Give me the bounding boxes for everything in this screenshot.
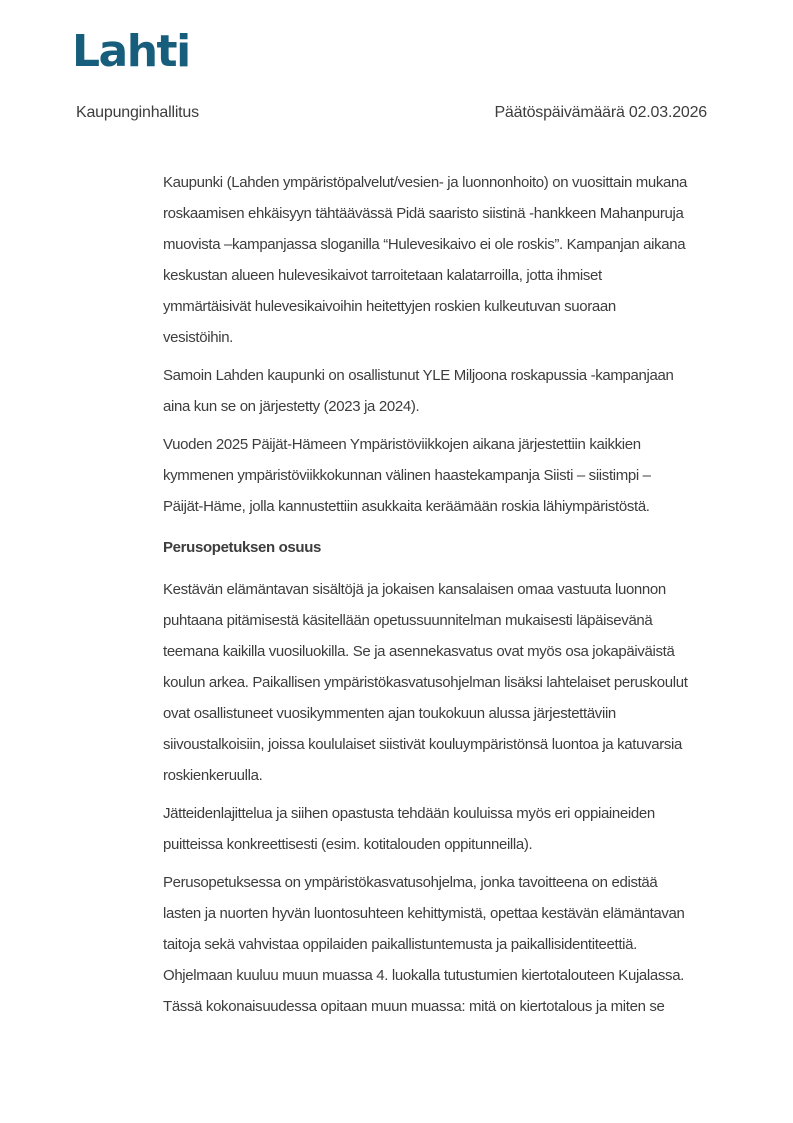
text-line: ovat osallistuneet vuosikymmenten ajan toukokuun alussa järjestettäviin (163, 705, 616, 722)
paragraph (163, 429, 748, 522)
text-line: roskienkeruulla. (163, 767, 263, 784)
text-line: ymmärtäisivät hulevesikaivoihin heitettyjen roskien kulkeutuvan suoraan (163, 298, 616, 315)
paragraph (163, 867, 748, 1022)
paragraph (163, 798, 748, 860)
text-line: Kaupunki (Lahden ympäristöpalvelut/vesien- ja luonnonhoito) on vuosittain mukana (163, 174, 688, 191)
text-line: Jätteidenlajittelua ja siihen opastusta tehdään kouluissa myös eri oppiaineiden (163, 805, 655, 822)
text-line: Perusopetuksen osuus (163, 539, 322, 556)
text-line: roskaamisen ehkäisyyn tähtäävässä Pidä saaristo siistinä -hankkeen Mahanpuruja (163, 205, 684, 222)
page-header (76, 104, 707, 122)
text-line: keskustan alueen hulevesikaivot tarroitetaan kalatarroilla, jotta ihmiset (163, 267, 602, 284)
paragraph (163, 360, 748, 422)
text-line: Perusopetuksessa on ympäristökasvatusohjelma, jonka tavoitteena on edistää (163, 874, 658, 891)
text-line: puitteissa konkreettisesti (esim. kotitalouden oppitunneilla). (163, 836, 533, 853)
paragraph (163, 167, 748, 353)
text-line: puhtaana pitämisestä käsitellään opetussuunnitelman mukaisesti läpäisevänä (163, 612, 653, 629)
text-line: siivoustalkoisiin, joissa koululaiset siistivät kouluympäristönsä luontoa ja katuvarsia (163, 736, 682, 753)
header-left-label: Kaupunginhallitus (76, 104, 199, 121)
header-decision-date: Päätöspäivämäärä 02.03.2026 (494, 104, 707, 121)
text-line: muovista –kampanjassa sloganilla “Hulevesikaivo ei ole roskis”. Kampanjan aikana (163, 236, 686, 253)
text-line: Kestävän elämäntavan sisältöjä ja jokaisen kansalaisen omaa vastuuta luonnon (163, 581, 666, 598)
text-line: Tässä kokonaisuudessa opitaan muun muassa: mitä on kiertotalous ja miten se (163, 998, 665, 1015)
text-line: Vuoden 2025 Päijät-Hämeen Ympäristöviikkojen aikana järjestettiin kaikkien (163, 436, 641, 453)
paragraph (163, 574, 748, 791)
text-line: Samoin Lahden kaupunki on osallistunut YLE Miljoona roskapussia -kampanjaan (163, 367, 674, 384)
text-line: koulun arkea. Paikallisen ympäristökasvatusohjelman lisäksi lahtelaiset peruskoulut (163, 674, 688, 691)
text-line: lasten ja nuorten hyvän luontosuhteen kehittymistä, opettaa kestävän elämäntavan (163, 905, 685, 922)
section-heading (163, 532, 748, 563)
text-line: vesistöihin. (163, 329, 234, 346)
text-line: taitoja sekä vahvistaa oppilaiden paikallistuntemusta ja paikallisidentiteettiä. (163, 936, 637, 953)
document-body (163, 167, 748, 1029)
lahti-logo: Lahti (72, 26, 190, 77)
text-line: kymmenen ympäristöviikkokunnan välinen haastekampanja Siisti – siistimpi – (163, 467, 651, 484)
text-line: Päijät-Häme, jolla kannustettiin asukkaita keräämään roskia lähiympäristöstä. (163, 498, 650, 515)
text-line: aina kun se on järjestetty (2023 ja 2024). (163, 398, 420, 415)
text-line: teemana kaikilla vuosiluokilla. Se ja asennekasvatus ovat myös osa jokapäiväistä (163, 643, 675, 660)
text-line: Ohjelmaan kuuluu muun muassa 4. luokalla tutustumien kiertotalouteen Kujalassa. (163, 967, 685, 984)
